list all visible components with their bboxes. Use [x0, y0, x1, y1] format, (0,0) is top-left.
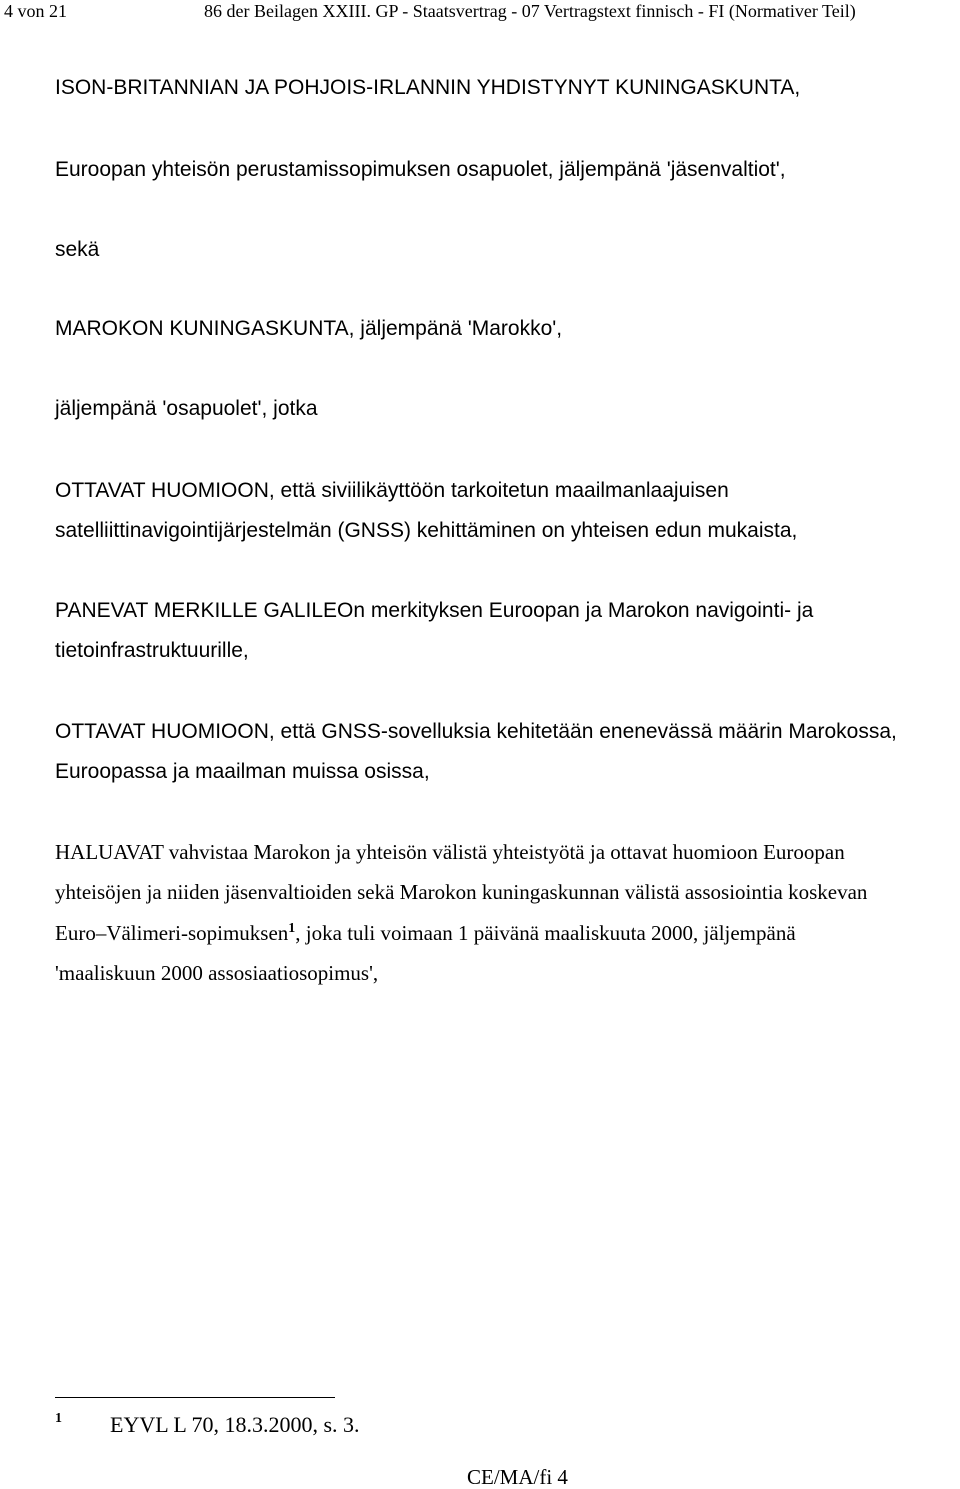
recital-3-line-1: OTTAVAT HUOMIOON, että GNSS-sovelluksia kehitetään enenevässä määrin Marokossa,: [55, 720, 897, 743]
parties-line: jäljempänä 'osapuolet', jotka: [55, 397, 318, 420]
document-title: 86 der Beilagen XXIII. GP - Staatsvertrag - 07 Vertragstext finnisch - FI (Normativer Teil): [204, 1, 856, 21]
footnote-mark: 1: [55, 1411, 62, 1426]
and-word: sekä: [55, 238, 100, 261]
party-uk: ISON-BRITANNIAN JA POHJOIS-IRLANNIN YHDISTYNYT KUNINGASKUNTA,: [55, 76, 801, 99]
recital-1-line-1: OTTAVAT HUOMIOON, että siviilikäyttöön tarkoitetun maailmanlaajuisen: [55, 479, 729, 502]
recital-2-line-1: PANEVAT MERKILLE GALILEOn merkityksen Euroopan ja Marokon navigointi- ja: [55, 599, 814, 622]
recital-4-line-3-end: , joka tuli voimaan 1 päivänä maaliskuuta 2000, jäljempänä: [295, 921, 796, 945]
recital-4-line-1: HALUAVAT vahvistaa Marokon ja yhteisön välistä yhteistyötä ja ottavat huomioon Euroopan: [55, 840, 845, 864]
footnote-reference: 1: [288, 921, 296, 936]
page-code: CE/MA/fi 4: [467, 1465, 568, 1489]
recital-2-line-2: tietoinfrastruktuurille,: [55, 639, 249, 662]
member-states-line: Euroopan yhteisön perustamissopimuksen osapuolet, jäljempänä 'jäsenvaltiot',: [55, 158, 786, 181]
recital-3-line-2: Euroopassa ja maailman muissa osissa,: [55, 760, 430, 783]
footnote-separator: [55, 1397, 335, 1398]
recital-4-line-4: 'maaliskuun 2000 assosiaatiosopimus',: [55, 961, 379, 985]
recital-4-line-2: yhteisöjen ja niiden jäsenvaltioiden sekä Marokon kuningaskunnan välistä assosiointia koskevan: [55, 880, 868, 904]
morocco-party: MAROKON KUNINGASKUNTA, jäljempänä 'Marokko',: [55, 317, 563, 340]
recital-4-line-3: [55, 923, 796, 944]
footnote-text: EYVL L 70, 18.3.2000, s. 3.: [110, 1412, 360, 1437]
recital-1-line-2: satelliittinavigointijärjestelmän (GNSS) kehittäminen on yhteisen edun mukaista,: [55, 519, 798, 542]
page-count: 4 von 21: [4, 1, 67, 21]
recital-4-line-3-start: Euro–Välimeri-sopimuksen: [55, 921, 289, 945]
